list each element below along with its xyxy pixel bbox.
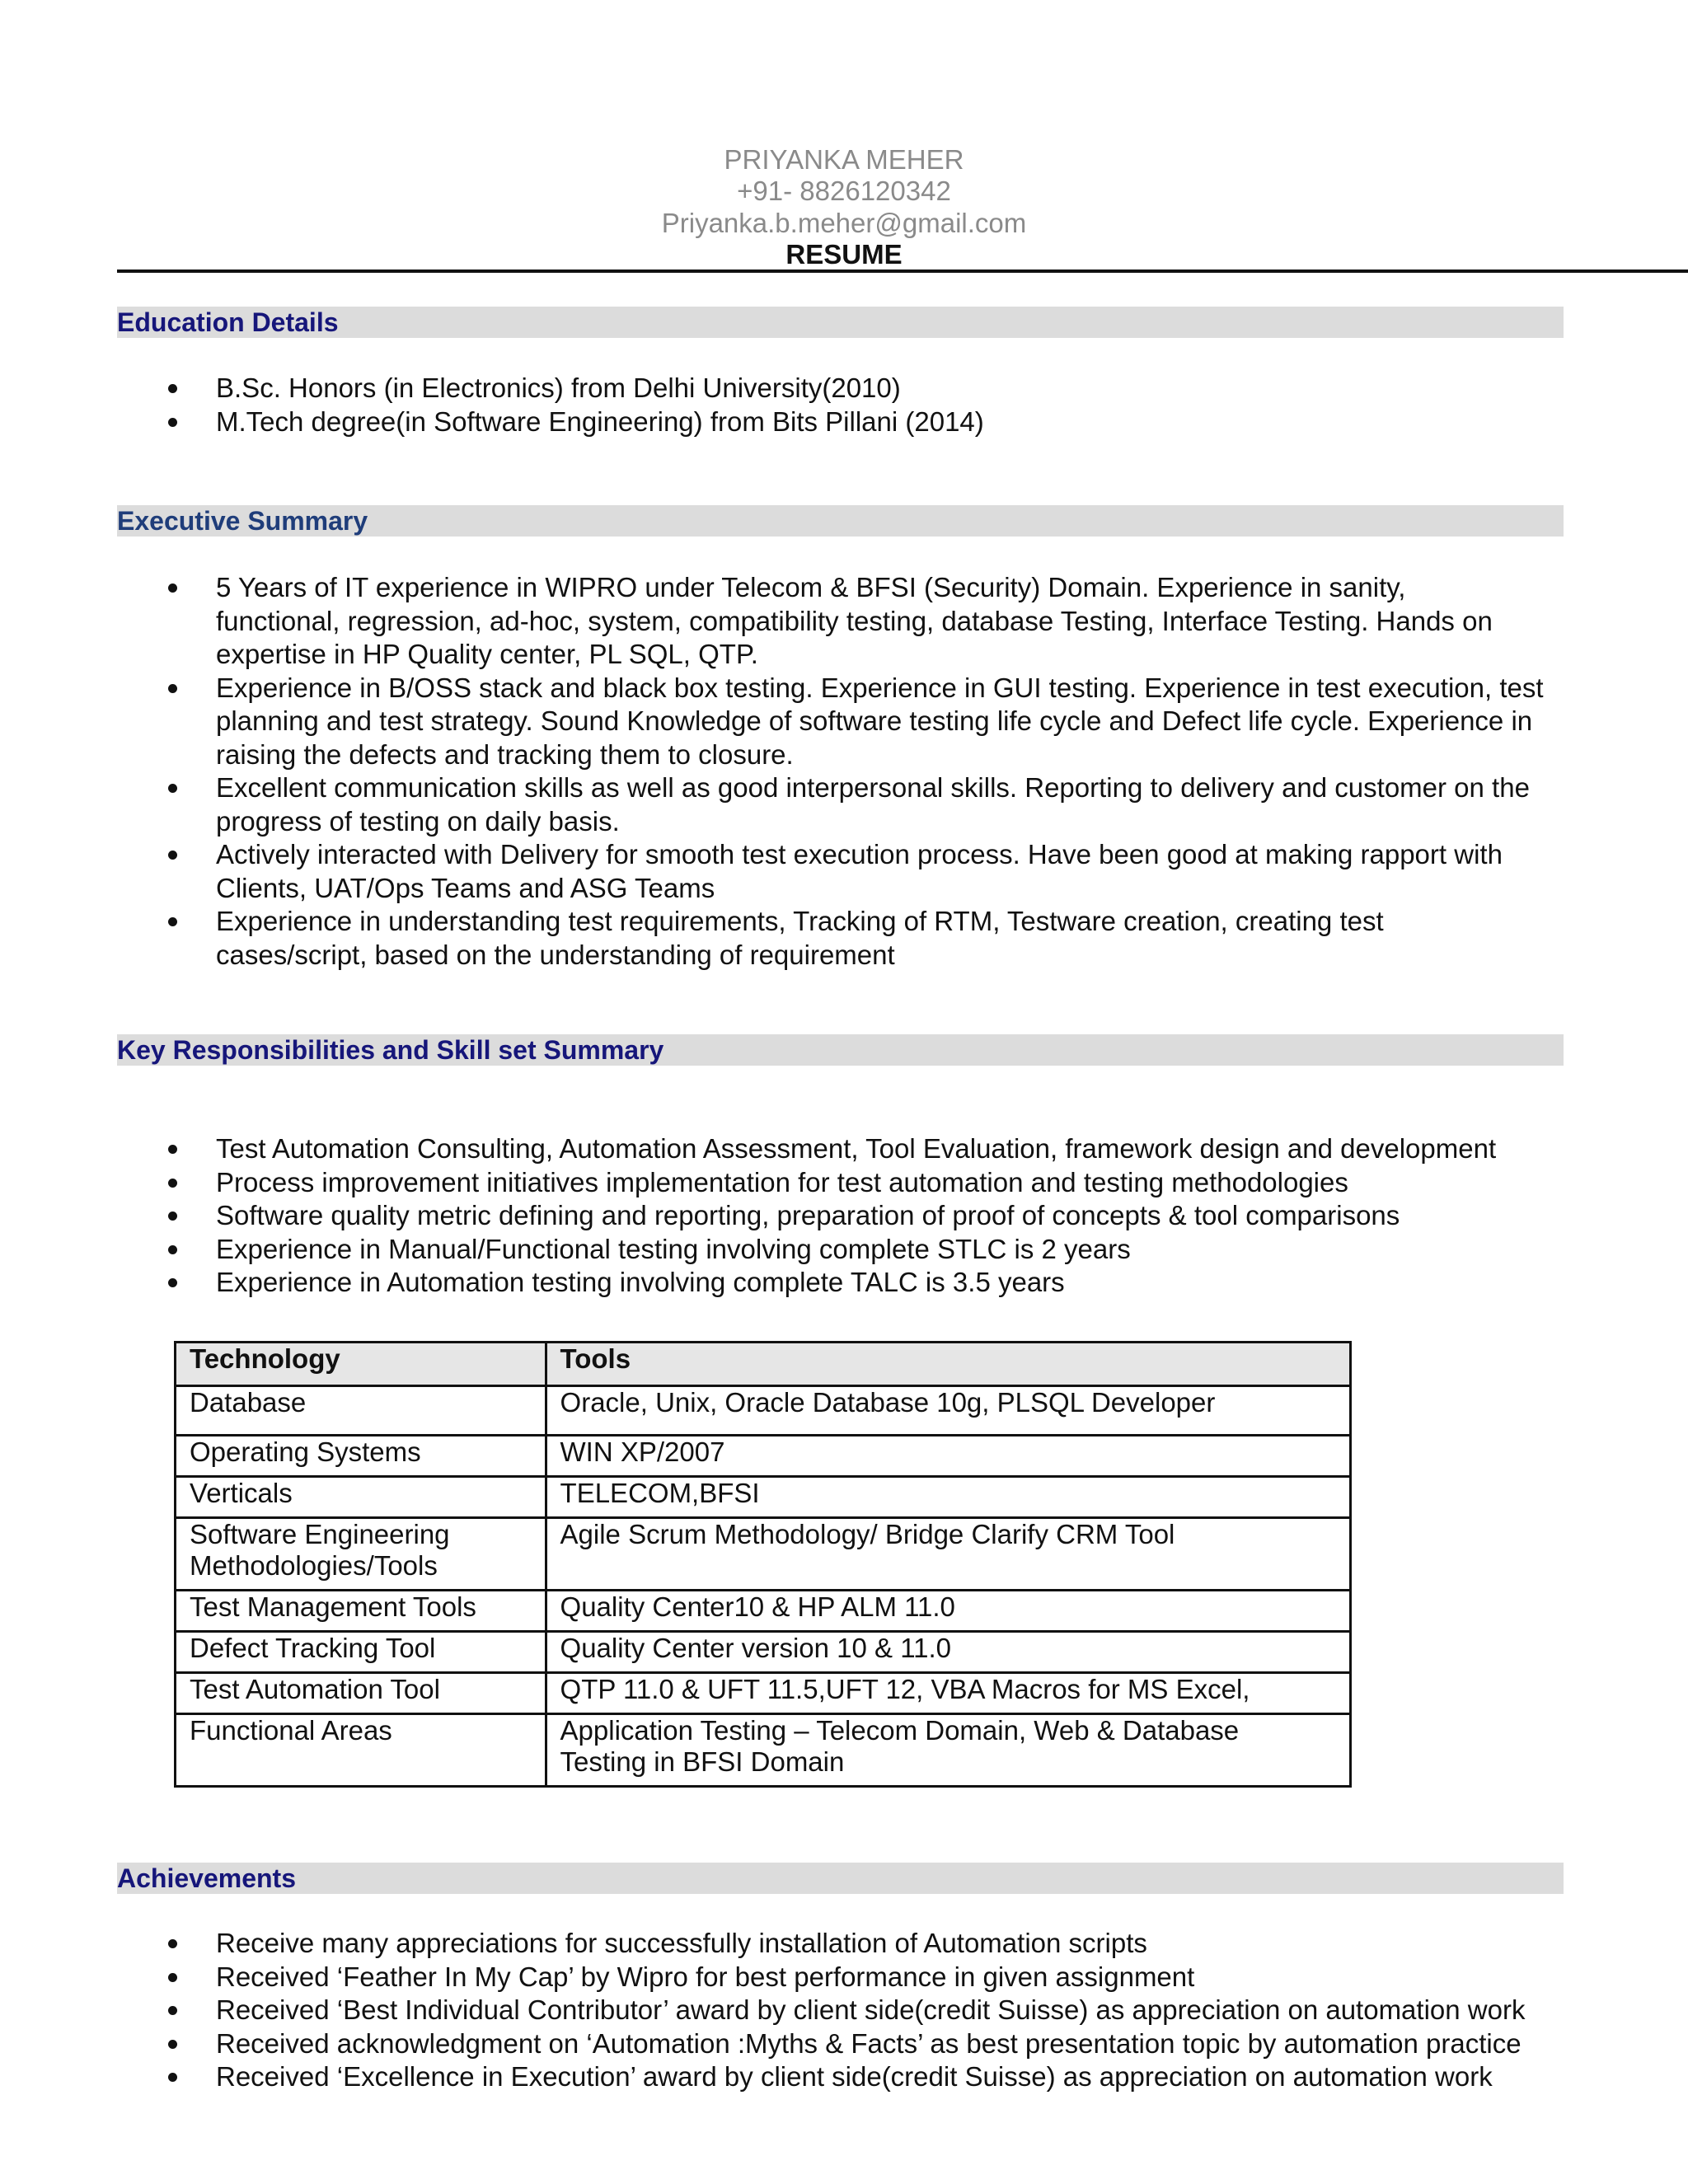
- bullet-icon: [168, 2040, 177, 2049]
- list-item-text: Clients, UAT/Ops Teams and ASG Teams: [216, 872, 715, 903]
- list-item-text: M.Tech degree(in Software Engineering) from Bits Pillani (2014): [216, 405, 984, 437]
- table-row: [176, 1436, 1351, 1477]
- table-cell-text: WIN XP/2007: [560, 1436, 725, 1467]
- table-cell-text: Agile Scrum Methodology/ Bridge Clarify CRM Tool: [560, 1519, 1175, 1549]
- table-cell-technology: [176, 1632, 546, 1673]
- education-list: [0, 372, 1566, 438]
- list-item: [0, 838, 1566, 905]
- document-title: RESUME: [785, 239, 903, 269]
- table-cell-text: Defect Tracking Tool: [190, 1633, 436, 1663]
- table-cell-tools: [546, 1591, 1350, 1632]
- list-item-text: raising the defects and tracking them to closure.: [216, 738, 794, 770]
- table-header-technology: Technology: [176, 1343, 546, 1386]
- list-item: [0, 1199, 1566, 1233]
- achievements-section-title: Achievements: [117, 1863, 296, 1893]
- list-item: [0, 2027, 1566, 2061]
- table-cell-technology: [176, 1714, 546, 1787]
- list-item: [0, 1266, 1566, 1300]
- table-cell-technology: [176, 1436, 546, 1477]
- table-cell-text: Testing in BFSI Domain: [560, 1746, 845, 1777]
- list-item-text: cases/script, based on the understanding of requirement: [216, 939, 895, 970]
- list-item-text: Received acknowledgment on ‘Automation :Myths & Facts’ as best presentation topic by automation practice: [216, 2027, 1522, 2059]
- table-cell-tools: [546, 1477, 1350, 1518]
- list-item: [0, 1927, 1566, 1961]
- list-item-text: functional, regression, ad-hoc, system, compatibility testing, database Testing, Interface Testing. Hands on: [216, 605, 1493, 636]
- list-item-text: Software quality metric defining and reporting, preparation of proof of concepts & tool comparisons: [216, 1200, 1400, 1230]
- skills-table: [174, 1341, 1352, 1788]
- list-item-text: 5 Years of IT experience in WIPRO under Telecom & BFSI (Security) Domain. Experience in sanity,: [216, 572, 1406, 602]
- table-row: [176, 1386, 1351, 1436]
- list-item-text: Received ‘Best Individual Contributor’ award by client side(credit Suisse) as appreciation on automation work: [216, 1994, 1526, 2025]
- table-cell-text: Verticals: [190, 1478, 293, 1508]
- list-item: [0, 1961, 1566, 1994]
- header-divider: [117, 269, 1688, 273]
- list-item: [0, 905, 1566, 972]
- table-cell-text: Test Automation Tool: [190, 1674, 440, 1704]
- list-item: [0, 372, 1566, 405]
- list-item: [0, 571, 1566, 672]
- list-item-text: Received ‘Excellence in Execution’ award by client side(credit Suisse) as appreciation on automation work: [216, 2061, 1493, 2092]
- bullet-icon: [168, 1939, 177, 1948]
- list-item-text: Receive many appreciations for successfully installation of Automation scripts: [216, 1928, 1147, 1958]
- bullet-icon: [168, 418, 177, 427]
- candidate-email: Priyanka.b.meher@gmail.com: [661, 208, 1027, 238]
- table-row: [176, 1673, 1351, 1714]
- table-header-tools: Tools: [546, 1343, 1350, 1386]
- table-cell-technology: [176, 1477, 546, 1518]
- executive-summary-list: [0, 571, 1566, 972]
- education-section-title: Education Details: [117, 307, 339, 337]
- table-row: [176, 1632, 1351, 1673]
- table-cell-text: Methodologies/Tools: [190, 1550, 438, 1581]
- table-row: [176, 1591, 1351, 1632]
- list-item-text: Process improvement initiatives implementation for test automation and testing methodologies: [216, 1166, 1348, 1197]
- table-cell-technology: [176, 1386, 546, 1436]
- bullet-icon: [168, 1278, 177, 1287]
- bullet-icon: [168, 583, 177, 593]
- table-cell-text: Quality Center10 & HP ALM 11.0: [560, 1591, 955, 1622]
- bullet-icon: [168, 2006, 177, 2015]
- achievements-section-bar: [117, 1863, 1564, 1894]
- table-cell-text: Test Management Tools: [190, 1591, 476, 1622]
- bullet-icon: [168, 784, 177, 793]
- bullet-icon: [168, 851, 177, 860]
- list-item-text: progress of testing on daily basis.: [216, 805, 620, 837]
- table-cell-tools: [546, 1436, 1350, 1477]
- table-cell-technology: [176, 1673, 546, 1714]
- bullet-icon: [168, 2073, 177, 2082]
- table-row: [176, 1714, 1351, 1787]
- bullet-icon: [168, 1179, 177, 1188]
- bullet-icon: [168, 1973, 177, 1982]
- table-cell-tools: [546, 1386, 1350, 1436]
- table-cell-text: Oracle, Unix, Oracle Database 10g, PLSQL Developer: [560, 1387, 1216, 1418]
- list-item-text: Experience in understanding test requirements, Tracking of RTM, Testware creation, creating test: [216, 906, 1384, 936]
- list-item: [0, 1233, 1566, 1267]
- table-cell-text: Functional Areas: [190, 1715, 392, 1746]
- table-cell-technology: [176, 1591, 546, 1632]
- skills-table-body: [176, 1386, 1351, 1787]
- table-cell-tools: [546, 1632, 1350, 1673]
- table-cell-text: Quality Center version 10 & 11.0: [560, 1633, 952, 1663]
- table-cell-technology: [176, 1518, 546, 1591]
- list-item-text: Experience in Manual/Functional testing involving complete STLC is 2 years: [216, 1233, 1131, 1264]
- table-cell-text: Database: [190, 1387, 307, 1418]
- table-cell-tools: [546, 1673, 1350, 1714]
- skills-table-header-row: [176, 1343, 1351, 1386]
- table-cell-tools: [546, 1714, 1350, 1787]
- table-cell-text: TELECOM,BFSI: [560, 1478, 760, 1508]
- list-item: [0, 405, 1566, 439]
- bullet-icon: [168, 384, 177, 393]
- list-item: [0, 1166, 1566, 1200]
- list-item-text: planning and test strategy. Sound Knowledge of software testing life cycle and Defect life cycle. Experience in: [216, 705, 1533, 736]
- list-item-text: Received ‘Feather In My Cap’ by Wipro for best performance in given assignment: [216, 1961, 1195, 1992]
- achievements-list: [0, 1927, 1566, 2094]
- list-item: [0, 672, 1566, 772]
- table-cell-text: Software Engineering: [190, 1519, 450, 1549]
- list-item: [0, 771, 1566, 838]
- table-row: [176, 1477, 1351, 1518]
- bullet-icon: [168, 1212, 177, 1221]
- list-item: [0, 2060, 1566, 2094]
- list-item-text: Actively interacted with Delivery for smooth test execution process. Have been good at making rapport with: [216, 839, 1503, 869]
- bullet-icon: [168, 684, 177, 693]
- table-cell-text: Application Testing – Telecom Domain, Web & Database: [560, 1715, 1240, 1746]
- bullet-icon: [168, 917, 177, 926]
- skills-summary-list: [0, 1132, 1566, 1300]
- list-item-text: Excellent communication skills as well as good interpersonal skills. Reporting to delivery and customer on the: [216, 772, 1530, 803]
- list-item-text: Experience in Automation testing involving complete TALC is 3.5 years: [216, 1267, 1065, 1297]
- list-item-text: B.Sc. Honors (in Electronics) from Delhi University(2010): [216, 373, 901, 403]
- skills-section-title: Key Responsibilities and Skill set Summary: [117, 1035, 664, 1065]
- table-cell-text: QTP 11.0 & UFT 11.5,UFT 12, VBA Macros for MS Excel,: [560, 1674, 1250, 1704]
- list-item: [0, 1132, 1566, 1166]
- candidate-phone: +91- 8826120342: [737, 176, 951, 206]
- candidate-name: PRIYANKA MEHER: [724, 144, 964, 175]
- list-item-text: expertise in HP Quality center, PL SQL, QTP.: [216, 639, 758, 669]
- executive-section-title: Executive Summary: [117, 506, 368, 536]
- list-item-text: Test Automation Consulting, Automation Assessment, Tool Evaluation, framework design and development: [216, 1133, 1497, 1164]
- list-item: [0, 1994, 1566, 2027]
- list-item-text: Experience in B/OSS stack and black box testing. Experience in GUI testing. Experience in test execution, test: [216, 672, 1544, 703]
- table-row: [176, 1518, 1351, 1591]
- table-cell-tools: [546, 1518, 1350, 1591]
- bullet-icon: [168, 1245, 177, 1254]
- table-cell-text: Operating Systems: [190, 1436, 421, 1467]
- bullet-icon: [168, 1145, 177, 1154]
